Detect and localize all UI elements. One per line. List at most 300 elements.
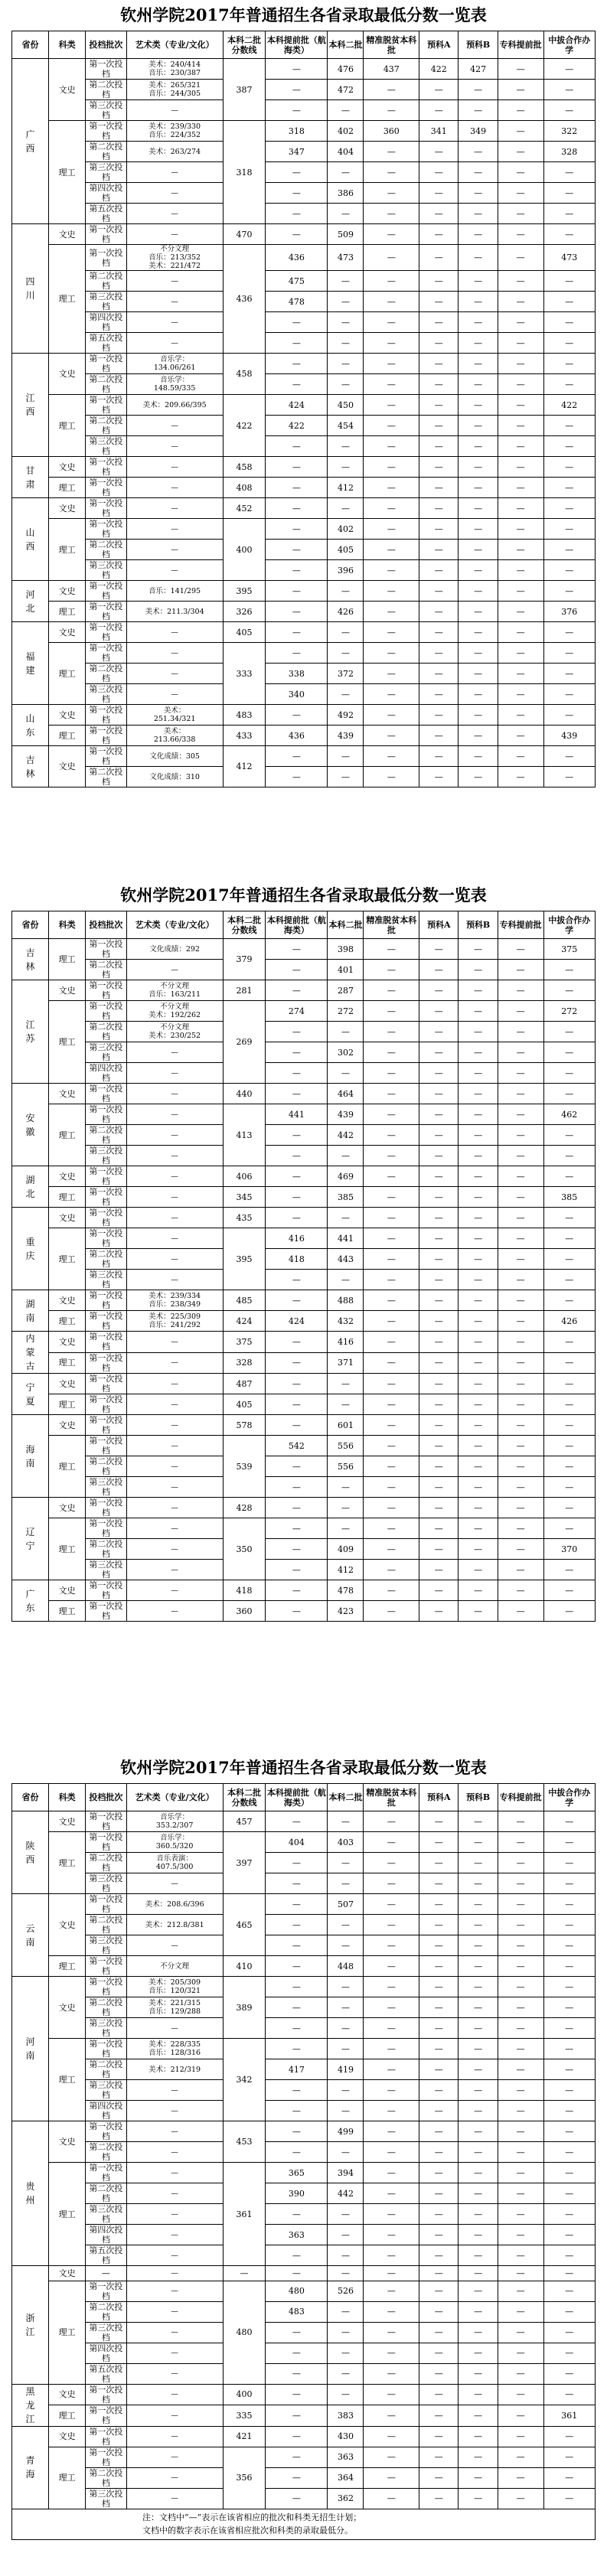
early-batch-cell: 338: [266, 664, 328, 684]
cutoff-line-cell: 281: [223, 980, 266, 1001]
table-row: [12, 1956, 596, 1977]
coop-program-cell: —: [543, 2467, 595, 2488]
coop-program-cell: —: [543, 980, 595, 1001]
prep-b-cell: —: [459, 2018, 498, 2039]
subject-cell: 理工: [49, 2039, 86, 2121]
art-line: 音乐：213/352: [148, 253, 201, 262]
art-cell: [126, 1873, 223, 1894]
table-row: [12, 1042, 596, 1063]
second-batch-cell: —: [328, 1063, 364, 1084]
batch-cell: 第三次投档: [86, 2204, 126, 2225]
coop-program-cell: —: [543, 1915, 595, 1935]
batch-cell: 第一次投档: [86, 2121, 126, 2142]
prep-a-cell: —: [419, 2204, 459, 2225]
prep-b-cell: —: [459, 2225, 498, 2245]
early-batch-cell: 542: [266, 1436, 328, 1456]
prep-b-cell: —: [459, 2363, 498, 2384]
junior-college-cell: —: [498, 1915, 543, 1935]
poverty-batch-cell: —: [364, 292, 419, 312]
poverty-batch-cell: —: [364, 245, 419, 271]
batch-cell: 第一次投档: [86, 519, 126, 540]
early-batch-cell: —: [266, 1270, 328, 1290]
batch-cell: 第一次投档: [86, 2447, 126, 2467]
art-cell: [126, 1436, 223, 1456]
junior-college-cell: —: [498, 80, 543, 100]
second-batch-cell: —: [328, 1977, 364, 1997]
cutoff-line-cell: 485: [223, 1290, 266, 1311]
prep-b-cell: —: [459, 498, 498, 519]
art-cell: [126, 1601, 223, 1622]
prep-b-cell: —: [459, 1894, 498, 1915]
batch-cell: 第一次投档: [86, 1228, 126, 1249]
table-row: [12, 333, 596, 354]
cutoff-line-cell: 397: [223, 1832, 266, 1894]
province-cell: [12, 1977, 49, 2121]
subject-cell: 理工: [49, 1832, 86, 1894]
early-batch-cell: 424: [266, 1311, 328, 1332]
junior-college-cell: —: [498, 2281, 543, 2301]
table-title: 钦州学院2017年普通招生各省录取最低分数一览表: [120, 5, 487, 24]
batch-cell: 第一次投档: [86, 1374, 126, 1394]
art-line: —: [171, 1379, 178, 1388]
junior-college-cell: —: [498, 1477, 543, 1498]
province-name: 山西: [25, 527, 35, 552]
junior-college-cell: —: [498, 1374, 543, 1394]
table-row: [12, 100, 596, 121]
art-cell: [126, 1560, 223, 1580]
junior-college-cell: —: [498, 1997, 543, 2018]
prep-a-cell: —: [419, 2405, 459, 2427]
junior-college-cell: —: [498, 354, 543, 374]
second-batch-cell: 430: [328, 2426, 364, 2447]
cutoff-line-cell: 350: [223, 1518, 266, 1580]
early-batch-cell: —: [266, 59, 328, 80]
second-batch-cell: —: [328, 2363, 364, 2384]
prep-b-cell: —: [459, 960, 498, 980]
batch-cell: 第一次投档: [86, 1977, 126, 1997]
art-line: 美术：228/335: [148, 2040, 201, 2049]
batch-cell: 第一次投档: [86, 643, 126, 664]
art-line: —: [171, 2106, 178, 2115]
prep-a-cell: —: [419, 1146, 459, 1166]
column-header: 艺术类（专业/文化）: [126, 31, 223, 59]
art-line: —: [171, 1606, 178, 1616]
early-batch-cell: —: [266, 767, 328, 787]
early-batch-cell: —: [266, 1374, 328, 1394]
cutoff-line-cell: 405: [223, 1394, 266, 1415]
art-cell: [126, 1270, 223, 1290]
subject-cell: 文史: [49, 498, 86, 519]
table-row: [12, 436, 596, 457]
cutoff-line-cell: 410: [223, 1956, 266, 1977]
early-batch-cell: —: [266, 2039, 328, 2059]
prep-a-cell: —: [419, 204, 459, 224]
prep-b-cell: —: [459, 100, 498, 121]
prep-b-cell: —: [459, 416, 498, 436]
province-name: 四川: [25, 276, 35, 301]
table-row: [12, 2301, 596, 2322]
art-cell: [126, 374, 223, 395]
junior-college-cell: —: [498, 2322, 543, 2343]
coop-program-cell: —: [543, 2163, 595, 2183]
prep-b-cell: —: [459, 292, 498, 312]
art-line: 音乐：241/292: [148, 1321, 201, 1329]
junior-college-cell: —: [498, 1415, 543, 1436]
coop-program-cell: —: [543, 581, 595, 602]
batch-cell: 第二次投档: [86, 2142, 126, 2163]
art-line: —: [171, 1213, 178, 1222]
second-batch-cell: —: [328, 354, 364, 374]
art-cell: [126, 59, 223, 80]
junior-college-cell: —: [498, 1832, 543, 1853]
junior-college-cell: —: [498, 1977, 543, 1997]
coop-program-cell: —: [543, 1125, 595, 1146]
second-batch-cell: 507: [328, 1894, 364, 1915]
art-line: —: [171, 2390, 178, 2399]
subject-cell: 理工: [49, 519, 86, 581]
cutoff-line-cell: 452: [223, 498, 266, 519]
column-header: 投档批次: [86, 911, 126, 939]
table-row: [12, 1228, 596, 1249]
poverty-batch-cell: —: [364, 540, 419, 560]
art-cell: [126, 2447, 223, 2467]
art-cell: [126, 2266, 223, 2281]
batch-cell: 第三次投档: [86, 1477, 126, 1498]
batch-cell: 第一次投档: [86, 2163, 126, 2183]
junior-college-cell: —: [498, 1125, 543, 1146]
art-cell: [126, 100, 223, 121]
coop-program-cell: 376: [543, 602, 595, 622]
junior-college-cell: —: [498, 726, 543, 746]
art-cell: [126, 1063, 223, 1084]
subject-cell: 理工: [49, 726, 86, 746]
second-batch-cell: —: [328, 2225, 364, 2245]
second-batch-cell: —: [328, 643, 364, 664]
art-line: 文化成绩：305: [149, 752, 200, 761]
column-header: 本科二批: [328, 31, 364, 59]
junior-college-cell: —: [498, 1187, 543, 1208]
table-row: [12, 2281, 596, 2301]
prep-b-cell: —: [459, 726, 498, 746]
junior-college-cell: —: [498, 2163, 543, 2183]
early-batch-cell: —: [266, 1560, 328, 1580]
poverty-batch-cell: —: [364, 354, 419, 374]
coop-program-cell: —: [543, 59, 595, 80]
early-batch-cell: —: [266, 1580, 328, 1601]
junior-college-cell: —: [498, 271, 543, 292]
prep-a-cell: —: [419, 2281, 459, 2301]
junior-college-cell: —: [498, 333, 543, 354]
batch-cell: 第一次投档: [86, 1001, 126, 1022]
coop-program-cell: —: [543, 2322, 595, 2343]
table-row: [12, 2405, 596, 2427]
batch-cell: 第一次投档: [86, 2405, 126, 2427]
batch-cell: 第二次投档: [86, 664, 126, 684]
coop-program-cell: —: [543, 560, 595, 581]
column-header: 预科B: [459, 911, 498, 939]
poverty-batch-cell: —: [364, 224, 419, 245]
prep-b-cell: —: [459, 312, 498, 333]
junior-college-cell: —: [498, 1146, 543, 1166]
prep-a-cell: —: [419, 1228, 459, 1249]
poverty-batch-cell: —: [364, 1415, 419, 1436]
early-batch-cell: —: [266, 100, 328, 121]
coop-program-cell: —: [543, 1208, 595, 1228]
cutoff-line-cell: 480: [223, 2281, 266, 2384]
province-name: 山东: [25, 712, 35, 738]
art-line: —: [171, 1503, 178, 1512]
table-note: [12, 2509, 596, 2539]
coop-program-cell: 439: [543, 726, 595, 746]
early-batch-cell: —: [266, 1935, 328, 1956]
art-line: 美术：209.66/395: [142, 400, 207, 409]
second-batch-cell: 401: [328, 960, 364, 980]
prep-b-cell: —: [459, 1022, 498, 1042]
subject-cell: 理工: [49, 602, 86, 622]
province-cell: [12, 59, 49, 224]
province-cell: [12, 746, 49, 787]
poverty-batch-cell: —: [364, 1249, 419, 1270]
prep-a-cell: —: [419, 183, 459, 204]
junior-college-cell: —: [498, 2225, 543, 2245]
cutoff-line-cell: 436: [223, 245, 266, 354]
second-batch-cell: —: [328, 581, 364, 602]
cutoff-line-cell: 424: [223, 1311, 266, 1332]
poverty-batch-cell: —: [364, 2281, 419, 2301]
subject-cell: 文史: [49, 457, 86, 478]
prep-a-cell: —: [419, 2467, 459, 2488]
coop-program-cell: —: [543, 1997, 595, 2018]
junior-college-cell: —: [498, 100, 543, 121]
subject-cell: 理工: [49, 1956, 86, 1977]
junior-college-cell: —: [498, 457, 543, 478]
coop-program-cell: —: [543, 519, 595, 540]
prep-a-cell: —: [419, 540, 459, 560]
second-batch-cell: 526: [328, 2281, 364, 2301]
table-row: [12, 2384, 596, 2405]
poverty-batch-cell: —: [364, 498, 419, 519]
prep-b-cell: —: [459, 2163, 498, 2183]
art-line: 音乐：238/349: [148, 1300, 201, 1309]
junior-college-cell: —: [498, 1853, 543, 1873]
batch-cell: 第一次投档: [86, 1518, 126, 1539]
province-cell: [12, 457, 49, 498]
early-batch-cell: 347: [266, 142, 328, 162]
batch-cell: 第一次投档: [86, 705, 126, 726]
second-batch-cell: 394: [328, 2163, 364, 2183]
early-batch-cell: 365: [266, 2163, 328, 2183]
batch-cell: 第二次投档: [86, 2467, 126, 2488]
table-row: [12, 121, 596, 142]
score-table: [11, 911, 596, 1622]
second-batch-cell: 383: [328, 2405, 364, 2427]
art-line: 不分文理: [160, 1023, 190, 1032]
coop-program-cell: —: [543, 354, 595, 374]
poverty-batch-cell: —: [364, 2183, 419, 2204]
prep-b-cell: —: [459, 478, 498, 498]
prep-b-cell: —: [459, 1498, 498, 1518]
poverty-batch-cell: —: [364, 333, 419, 354]
table-row: [12, 2343, 596, 2363]
art-line: —: [171, 2473, 178, 2483]
province-name: 广东: [25, 1588, 35, 1613]
column-header: 科类: [49, 31, 86, 59]
second-batch-cell: 478: [328, 1580, 364, 1601]
art-cell: [126, 2225, 223, 2245]
art-line: —: [171, 2328, 178, 2337]
art-line: —: [171, 1358, 178, 1368]
art-line: —: [171, 1130, 178, 1140]
art-line: 美术：263/274: [148, 147, 201, 156]
art-line: —: [171, 1151, 178, 1160]
junior-college-cell: —: [498, 2204, 543, 2225]
subject-cell: 文史: [49, 1290, 86, 1311]
art-cell: [126, 162, 223, 183]
batch-cell: 第三次投档: [86, 560, 126, 581]
coop-program-cell: —: [543, 271, 595, 292]
art-cell: [126, 2039, 223, 2059]
art-cell: [126, 2363, 223, 2384]
early-batch-cell: —: [266, 436, 328, 457]
art-cell: [126, 705, 223, 726]
subject-cell: 文史: [49, 1415, 86, 1436]
junior-college-cell: —: [498, 224, 543, 245]
prep-b-cell: —: [459, 1352, 498, 1374]
coop-program-cell: —: [543, 1146, 595, 1166]
province-cell: [12, 705, 49, 746]
art-line: —: [171, 1420, 178, 1430]
poverty-batch-cell: —: [364, 1894, 419, 1915]
early-batch-cell: —: [266, 1915, 328, 1935]
subject-cell: 理工: [49, 1187, 86, 1208]
batch-cell: 第五次投档: [86, 2363, 126, 2384]
second-batch-cell: —: [328, 1394, 364, 1415]
cutoff-line-cell: 539: [223, 1436, 266, 1498]
poverty-batch-cell: —: [364, 2266, 419, 2281]
subject-cell: 文史: [49, 1084, 86, 1104]
art-cell: [126, 1498, 223, 1518]
batch-cell: 第三次投档: [86, 292, 126, 312]
province-cell: [12, 1415, 49, 1498]
coop-program-cell: —: [543, 1873, 595, 1894]
junior-college-cell: —: [498, 2018, 543, 2039]
cutoff-line-cell: 379: [223, 939, 266, 980]
art-line: —: [171, 2168, 178, 2177]
cutoff-line-cell: 408: [223, 478, 266, 498]
table-row: [12, 1187, 596, 1208]
art-cell: [126, 224, 223, 245]
subject-cell: 理工: [49, 1352, 86, 1374]
art-line: —: [171, 1482, 178, 1492]
column-header: 精准脱贫本科批: [364, 1784, 419, 1811]
art-line: 音乐：120/321: [148, 1987, 201, 1995]
poverty-batch-cell: —: [364, 1811, 419, 1832]
second-batch-cell: —: [328, 2080, 364, 2101]
prep-b-cell: —: [459, 1001, 498, 1022]
second-batch-cell: —: [328, 2266, 364, 2281]
poverty-batch-cell: —: [364, 1022, 419, 1042]
coop-program-cell: —: [543, 2281, 595, 2301]
cutoff-line-cell: 487: [223, 1374, 266, 1394]
table-row: [12, 1601, 596, 1622]
poverty-batch-cell: —: [364, 1394, 419, 1415]
subject-cell: 理工: [49, 939, 86, 980]
poverty-batch-cell: —: [364, 162, 419, 183]
prep-a-cell: —: [419, 142, 459, 162]
art-cell: [126, 436, 223, 457]
province-name: 广西: [25, 129, 35, 154]
table-row: [12, 519, 596, 540]
junior-college-cell: —: [498, 746, 543, 767]
poverty-batch-cell: —: [364, 2059, 419, 2080]
art-line: 美术：: [163, 706, 186, 715]
art-cell: [126, 1146, 223, 1166]
early-batch-cell: —: [266, 1853, 328, 1873]
table-row: [12, 2204, 596, 2225]
province-name: 安徽: [25, 1112, 35, 1137]
art-line: 不分文理: [160, 1003, 190, 1011]
junior-college-cell: —: [498, 2080, 543, 2101]
art-line: —: [171, 2268, 178, 2278]
poverty-batch-cell: —: [364, 2225, 419, 2245]
poverty-batch-cell: 437: [364, 59, 419, 80]
art-line: 文化成绩：292: [149, 944, 200, 954]
art-line: 美术：221/315: [148, 1999, 201, 2007]
second-batch-cell: 409: [328, 1539, 364, 1560]
poverty-batch-cell: —: [364, 2363, 419, 2384]
subject-cell: 理工: [49, 478, 86, 498]
prep-a-cell: —: [419, 271, 459, 292]
art-line: 美术：239/334: [148, 1292, 201, 1300]
batch-cell: 第三次投档: [86, 436, 126, 457]
second-batch-cell: 404: [328, 142, 364, 162]
coop-program-cell: —: [543, 2204, 595, 2225]
table-row: [12, 1146, 596, 1166]
prep-a-cell: —: [419, 2101, 459, 2121]
art-line: 251.34/321: [153, 715, 196, 723]
prep-b-cell: —: [459, 204, 498, 224]
batch-cell: 第一次投档: [86, 1332, 126, 1353]
junior-college-cell: —: [498, 2488, 543, 2509]
coop-program-cell: 385: [543, 1187, 595, 1208]
prep-a-cell: —: [419, 684, 459, 705]
table-row: [12, 1352, 596, 1374]
early-batch-cell: —: [266, 1415, 328, 1436]
art-line: —: [171, 1234, 178, 1243]
art-cell: [126, 1022, 223, 1042]
art-line: 美术：225/309: [148, 1312, 201, 1321]
junior-college-cell: —: [498, 292, 543, 312]
batch-cell: 第一次投档: [86, 1894, 126, 1915]
art-cell: [126, 581, 223, 602]
poverty-batch-cell: —: [364, 581, 419, 602]
prep-b-cell: —: [459, 519, 498, 540]
poverty-batch-cell: —: [364, 1228, 419, 1249]
province-cell: [12, 980, 49, 1084]
second-batch-cell: —: [328, 2018, 364, 2039]
cutoff-line-cell: 395: [223, 581, 266, 602]
province-name: 江苏: [25, 1019, 35, 1044]
second-batch-cell: —: [328, 271, 364, 292]
prep-a-cell: —: [419, 457, 459, 478]
coop-program-cell: —: [543, 1456, 595, 1477]
second-batch-cell: 473: [328, 245, 364, 271]
art-line: 213.66/338: [153, 735, 196, 744]
second-batch-cell: —: [328, 312, 364, 333]
province-name: 黑龙江: [25, 2385, 35, 2424]
poverty-batch-cell: —: [364, 2405, 419, 2427]
junior-college-cell: —: [498, 436, 543, 457]
